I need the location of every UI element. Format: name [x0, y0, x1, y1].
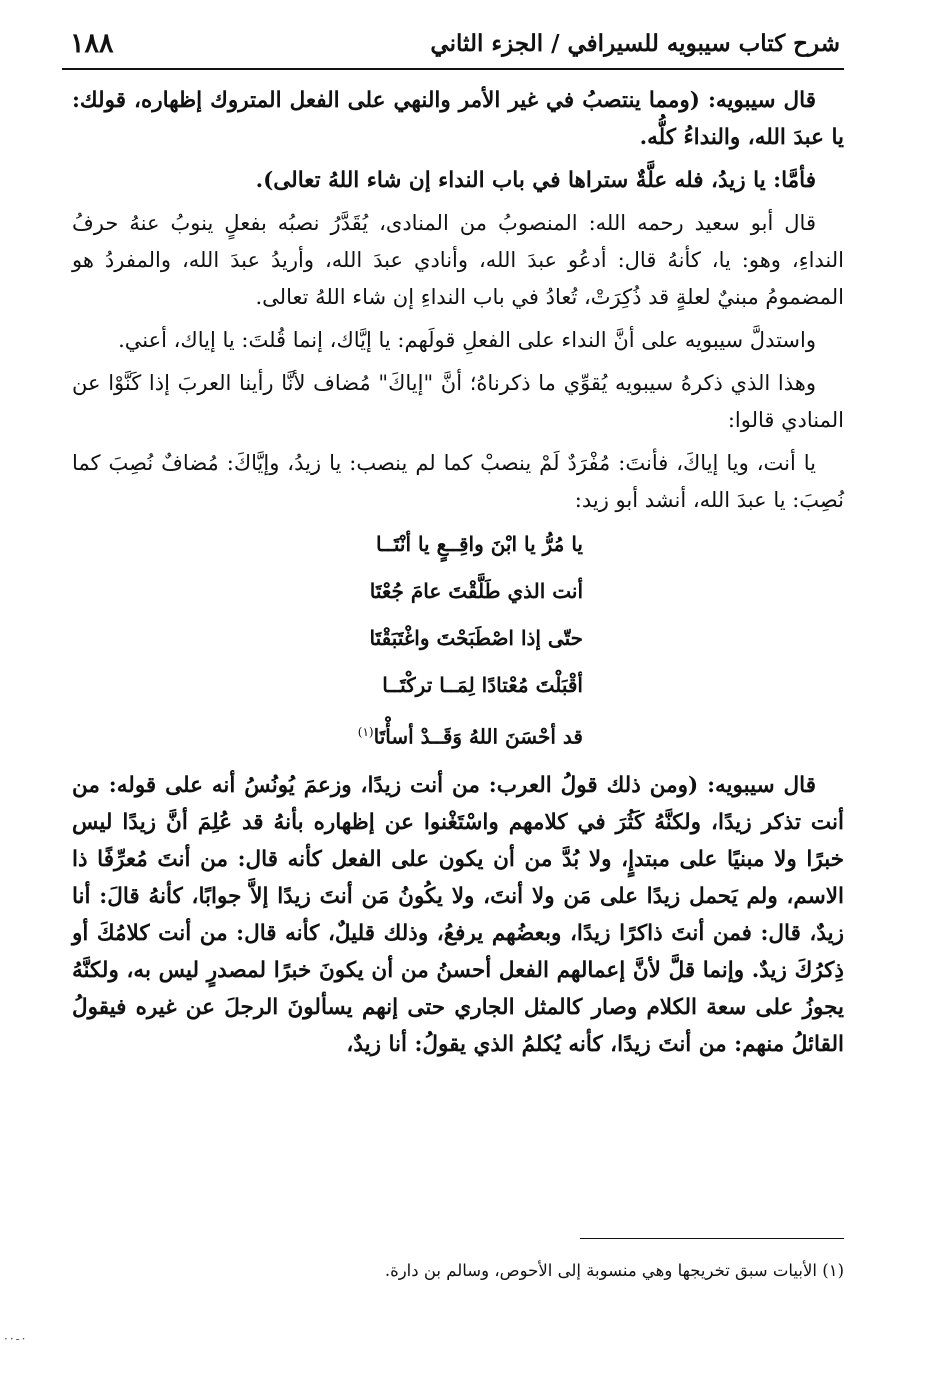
commentary-paragraph-1: قال أبو سعيد رحمه الله: المنصوبُ من المنادى، يُقَدَّرُ نصبُه بفعلٍ ينوبُ عنهُ حرفُ النداءِ، وهو: يا، كأنهُ قال: أدعُو عبدَ الله، وأنادي عبدَ الله، وأريدُ عبدَ الله، والمفردُ هو المضمومُ مبنيٌ لعلةٍ قد ذُكِرَتْ، تُعادُ في باب النداءِ إن شاء اللهُ تعالى. — [72, 211, 844, 309]
verse-line: يا مُرُّ يا ابْنَ واقِــعٍ يا أنْتَــا — [376, 532, 583, 556]
footnote-rule — [580, 1238, 844, 1239]
running-header — [70, 30, 840, 66]
main-text — [72, 82, 844, 1063]
footnote-reference: (١) — [357, 725, 374, 739]
poem-verses — [303, 521, 613, 761]
verse-text: قد أحْسَنَ اللهُ وَقَــدْ أسأْتَا — [373, 724, 583, 749]
header-rule — [62, 68, 844, 70]
verse-line-last — [303, 709, 583, 761]
commentary-paragraph-4: يا أنت، ويا إياكَ، فأنتَ: مُفْرَدٌ لَمْ ينصبْ كما لم ينصب: يا زيدُ، وإيَّاكَ: مُضافٌ نُصِبَ كما نُصِبَ: يا عبدَ الله، أنشد أبو زيد: — [72, 451, 844, 512]
commentary-paragraph-3: وهذا الذي ذكرهُ سيبويه يُقوِّي ما ذكرناهُ؛ أنَّ "إياكَ" مُضاف لأنَّا رأينا العربَ إذا كَنَّوْا عن المنادي قالوا: — [72, 371, 844, 432]
scan-speck-decoration: ··-· — [4, 1332, 28, 1346]
commentary-paragraph-2: واستدلَّ سيبويه على أنَّ النداء على الفعلِ قولَهم: يا إيَّاك، إنما قُلتَ: يا إياك، أعني. — [118, 328, 816, 352]
verse-line: حتّى إذا اصْطَبَحْتَ واغْتَبَقْتَا — [369, 626, 583, 650]
sibawayh-quote-3: قال سيبويه: (ومن ذلك قولُ العرب: من أنت زيدًا، وزعمَ يُونُسُ أنه على قوله: من أنت تذكر زيدًا، ولكنَّهُ كَثُرَ في كلامهم واسْتَغْنوا عن إظهاره بأنهُ قد عُلِمَ أنَّ زيدًا ليس خبرًا ولا مبنيًا على مبتدإٍ، ولا بُدَّ من أن يكون على الفعل كأنه قال: من أنتَ مُعرِّفًا ذا الاسم، ولم يَحمل زيدًا على مَن ولا أنتَ، ولا يكُونُ مَن أنتَ زيدًا إلاَّ جوابًا، كأنهُ قالَ: أنا زيدٌ، قال: فمن أنتَ ذاكرًا زيدًا، وبعضُهم يرفعُ، وذلك قليلٌ، كأنه قال: من أنت كلامُكَ أو ذِكرُكَ زيدٌ. وإنما قلَّ لأنَّ إعمالهم الفعل أحسنُ من أن يكونَ خبرًا لمصدرٍ ليس به، ولكنَّهُ يجوزُ على سعة الكلام وصار كالمثل الجاري حتى إنهم يسألونَ الرجلَ عن غيره فيقولُ القائلُ منهم: من أنتَ زيدًا، كأنه يُكلمُ الذي يقولُ: أنا زيدٌ، — [72, 772, 844, 1057]
sibawayh-quote-2: فأمَّا: يا زيدُ، فله علَّةٌ ستراها في باب النداء إن شاء اللهُ تعالى). — [255, 168, 816, 193]
page-number: ١٨٨ — [70, 28, 114, 59]
running-title: شرح كتاب سيبويه للسيرافي / الجزء الثاني — [430, 30, 840, 57]
verse-line: أقْبَلْتَ مُعْتادًا لِمَــا تركْتَــا — [382, 673, 583, 697]
sibawayh-quote-1: قال سيبويه: (ومما ينتصبُ في غير الأمر والنهي على الفعل المتروك إظهاره، قولك: يا عبدَ الله، والنداءُ كلُّه. — [72, 88, 844, 150]
footnote: (١) الأبيات سبق تخريجها وهي منسوبة إلى الأحوص، وسالم بن دارة. — [384, 1261, 844, 1280]
verse-line: أنت الذي طَلَّقْتَ عامَ جُعْتَا — [369, 579, 583, 603]
